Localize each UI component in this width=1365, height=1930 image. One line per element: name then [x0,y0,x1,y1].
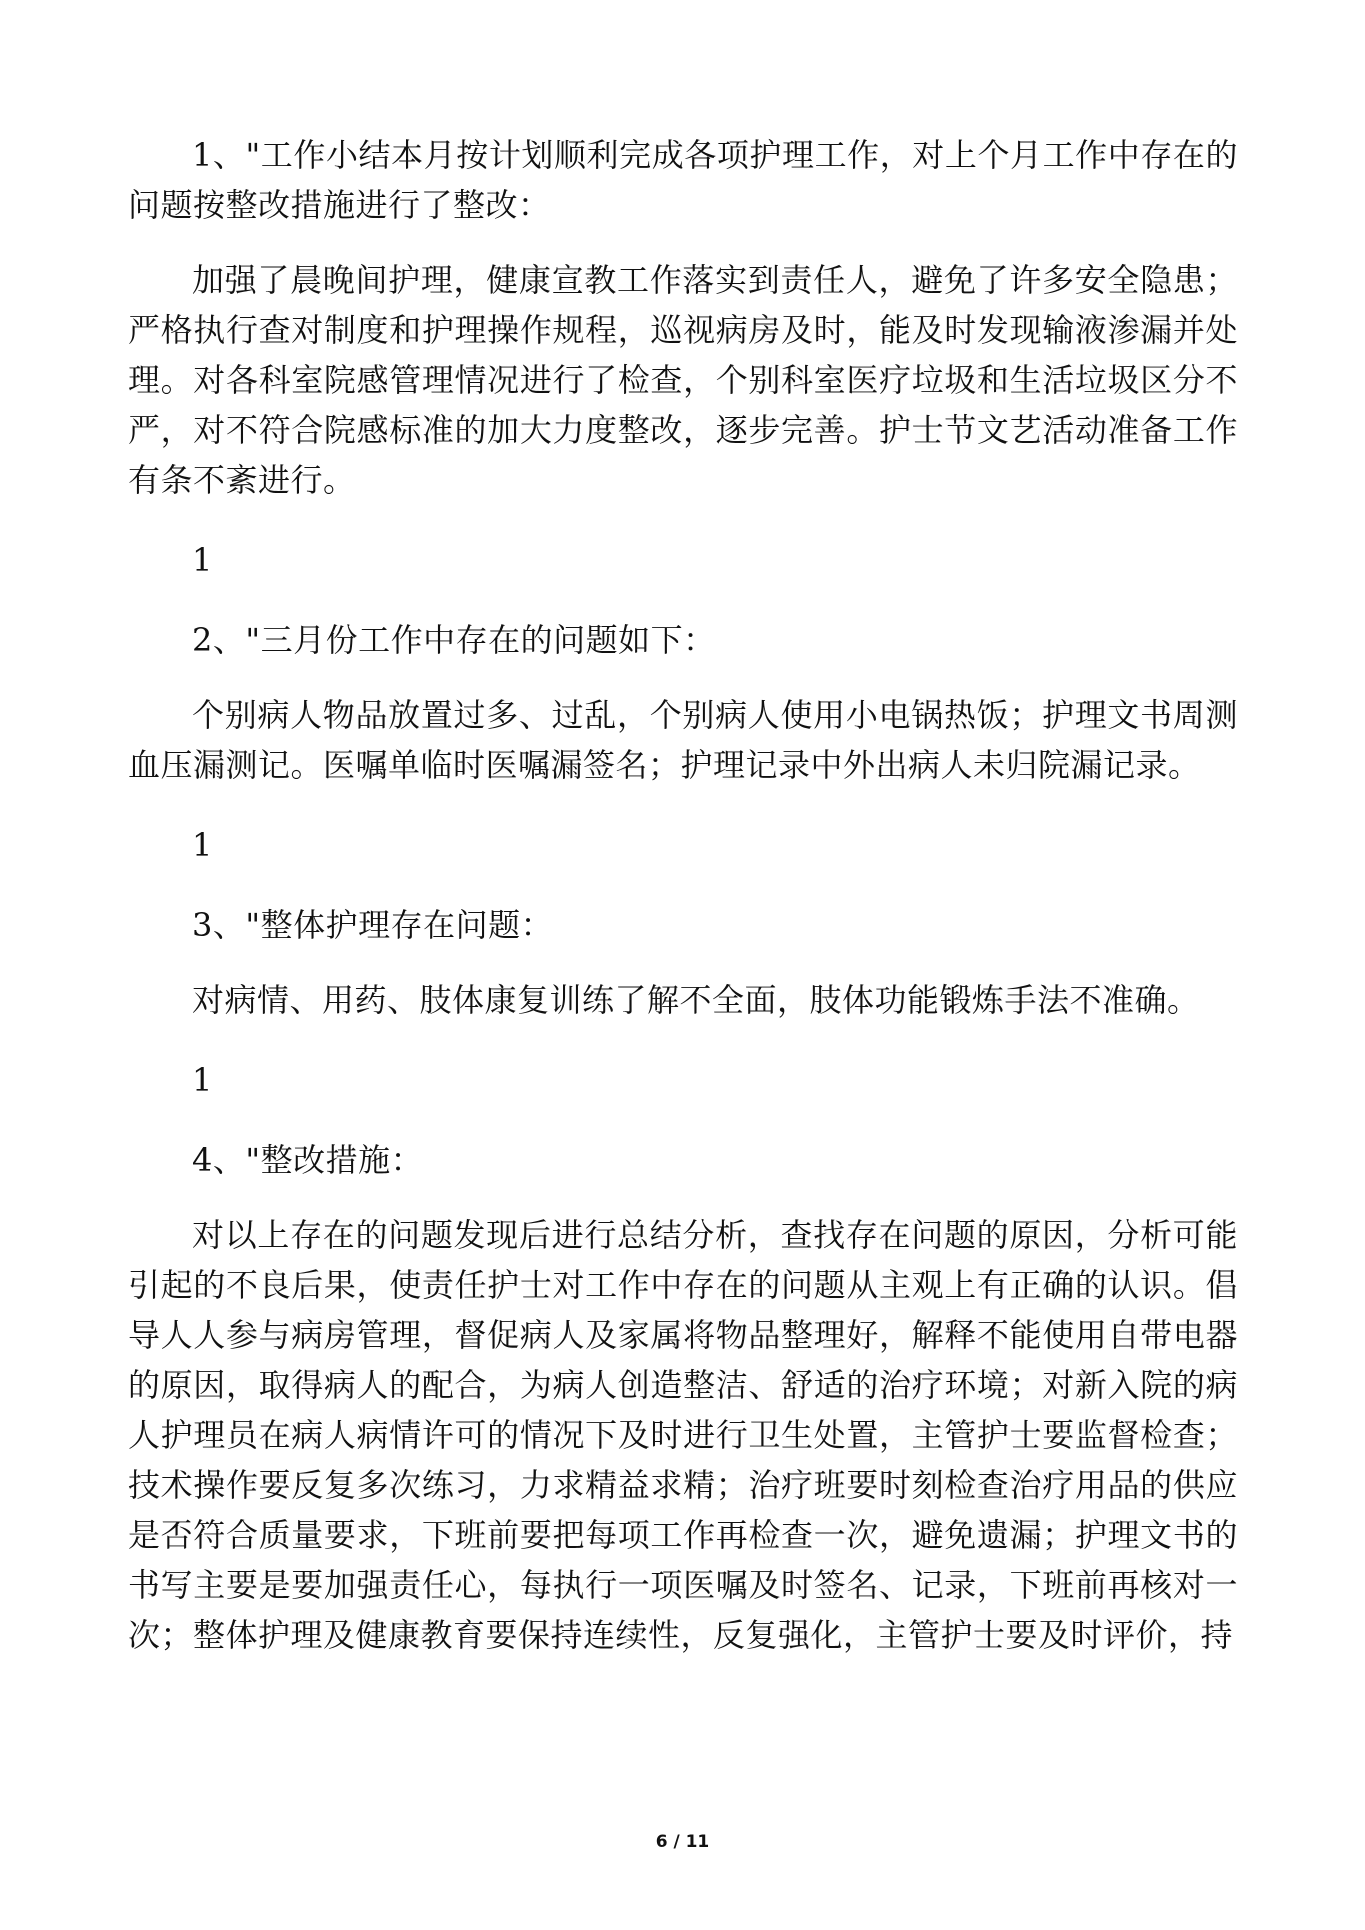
section-2-number: 1 [192,826,213,864]
document-body [128,130,1238,1660]
section-3-heading: 3、"整体护理存在问题： [192,906,554,944]
section-1-number: 1 [192,541,213,579]
section-3-number: 1 [192,1061,213,1099]
section-4-body: 对以上存在的问题发现后进行总结分析，查找存在问题的原因，分析可能引起的不良后果，使责任护士对工作中存在的问题从主观上有正确的认识。倡导人人参与病房管理，督促病人及家属将物品整理好，解释不能使用自带电器的原因，取得病人的配合，为病人创造整洁、舒适的治疗环境；对新入院的病人护理员在病人病情许可的情况下及时进行卫生处置，主管护士要监督检查；技术操作要反复多次练习，力求精益求精；治疗班要时刻检查治疗用品的供应是否符合质量要求，下班前要把每项工作再检查一次，避免遗漏；护理文书的书写主要是要加强责任心，每执行一项医嘱及时签名、记录，下班前再核对一次；整体护理及健康教育要保持连续性，反复强化，主管护士要及时评价，持 [128,1216,1238,1654]
section-2-body: 个别病人物品放置过多、过乱，个别病人使用小电锅热饭；护理文书周测血压漏测记。医嘱单临时医嘱漏签名；护理记录中外出病人未归院漏记录。 [128,696,1238,784]
section-4-heading: 4、"整改措施： [192,1141,424,1179]
section-2-heading: 2、"三月份工作中存在的问题如下： [192,621,716,659]
page-number: 6 / 11 [655,1832,710,1852]
section-1-body: 加强了晨晚间护理，健康宣教工作落实到责任人，避免了许多安全隐患；严格执行查对制度和护理操作规程，巡视病房及时，能及时发现输液渗漏并处理。对各科室院感管理情况进行了检查，个别科室医疗垃圾和生活垃圾区分不严，对不符合院感标准的加大力度整改，逐步完善。护士节文艺活动准备工作有条不紊进行。 [128,261,1238,499]
section-1-heading: 1、"工作小结本月按计划顺利完成各项护理工作，对上个月工作中存在的问题按整改措施进行了整改： [128,136,1238,224]
section-3-body: 对病情、用药、肢体康复训练了解不全面，肢体功能锻炼手法不准确。 [192,981,1200,1019]
